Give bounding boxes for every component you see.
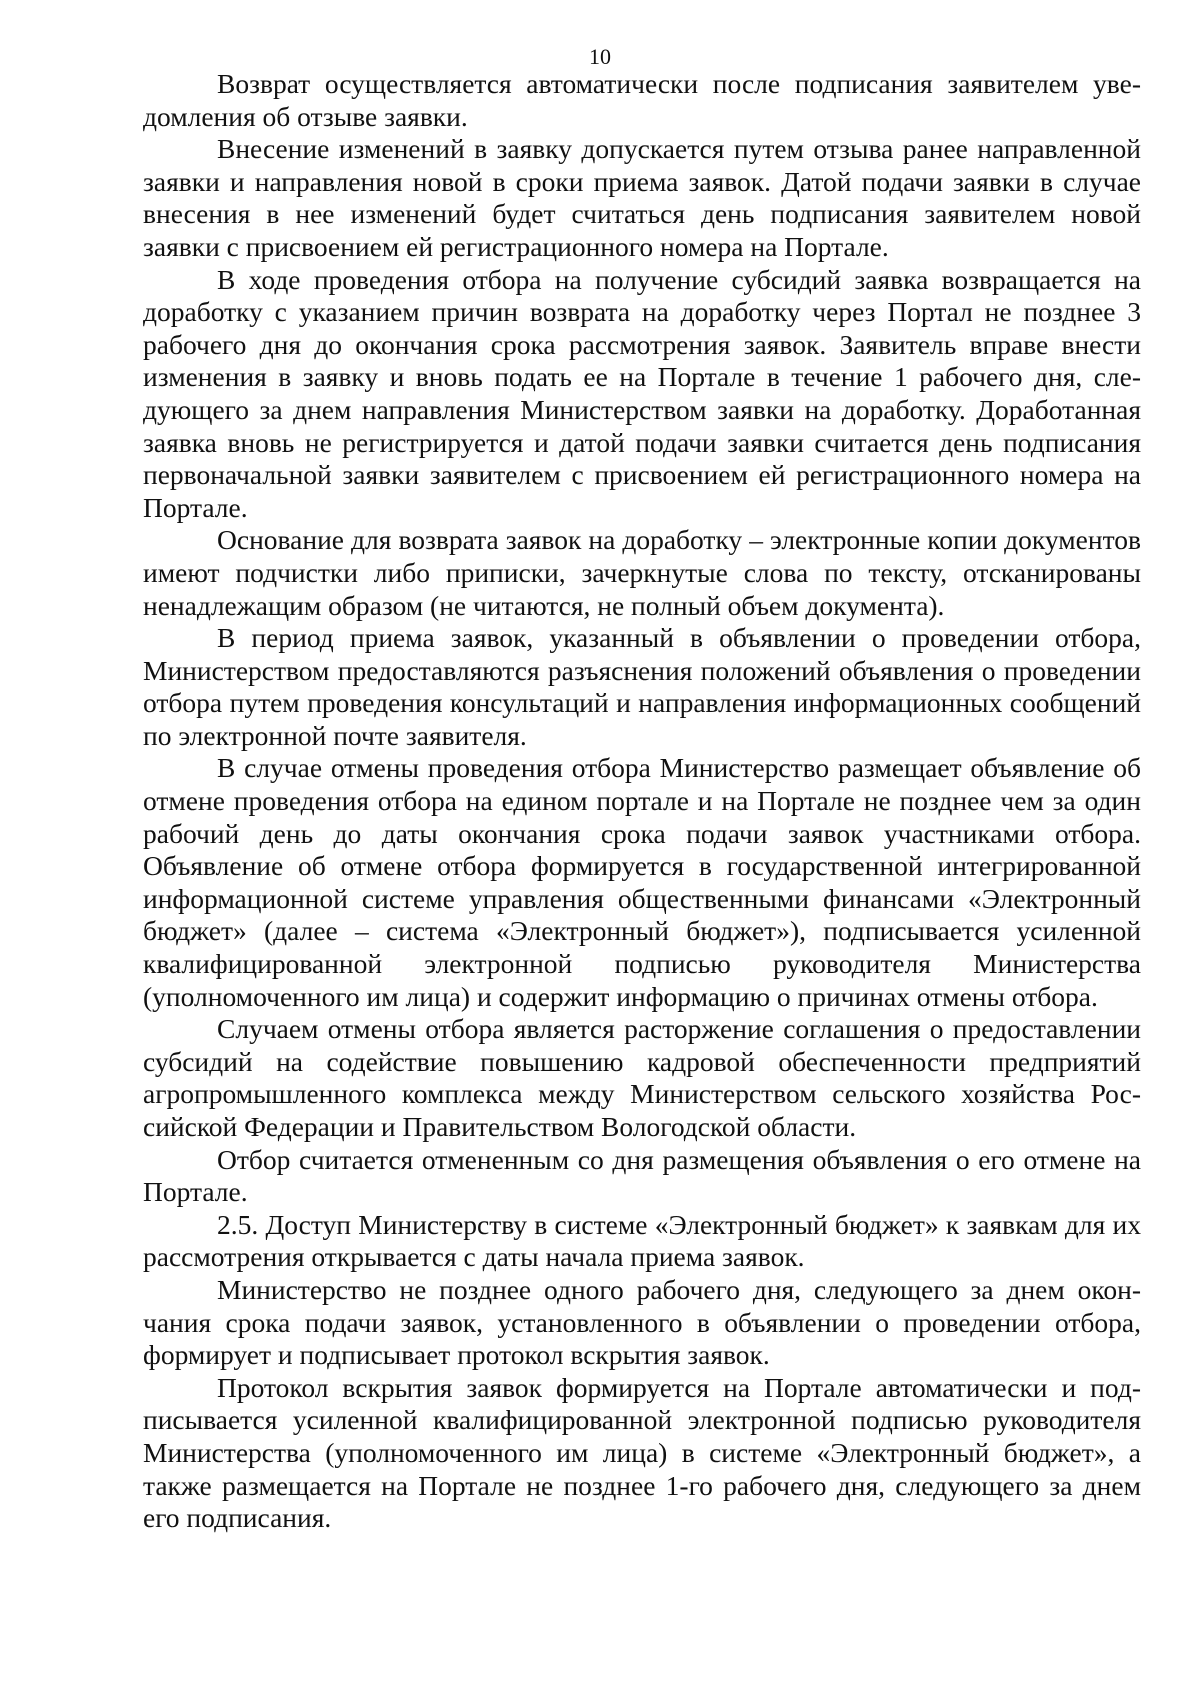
paragraph-cancellation-effective: Отбор считается отмененным со дня размещения объявления о его отмене на Портале. — [143, 1143, 1141, 1208]
page-number: 10 — [589, 44, 611, 69]
paragraph-refund: Возврат осуществляется автоматически после подписания заявителем уведомления об отзыве заявки. — [143, 68, 1141, 132]
document-body — [143, 68, 1141, 1535]
paragraph-cancellation-notice: В случае отмены проведения отбора Министерство размещает объявление об отмене проведения отбора на едином портале и на Портале не позднее чем за один рабочий день до даты окончания срока подачи заявок участниками отбора. Объявление об отмене отбора формируется в государственной интегрированной информационной системе управления общественными финансами «Электронный бюджет» (далее – система «Электронный бюджет»), подписывается усиленной квалифицированной электронной подписью руководителя Министерства (уполномоченного им лица) и содержит информацию о причинах отмены отбора. — [143, 752, 1141, 1012]
paragraph-cancellation-case: Случаем отмены отбора является расторжение соглашения о предоставлении субсидий на содействие повышению кадровой обеспеченности предприятий агропромышленного комплекса между Министерством сельского хозяйства Российской Федерации и Правительством Вологодской области. — [143, 1013, 1141, 1142]
paragraph-clarifications: В период приема заявок, указанный в объявлении о проведении отбора, Министерством предоставляются разъяснения положений объявления о проведении отбора путем проведения консультаций и направления информационных сообщений по электронной почте заявителя. — [143, 622, 1141, 751]
paragraph-opening-protocol: Министерство не позднее одного рабочего дня, следующего за днем окончания срока подачи заявок, установленного в объявлении о проведении отбора, формирует и подписывает протокол вскрытия заявок. — [143, 1273, 1141, 1371]
paragraph-changes: Внесение изменений в заявку допускается путем отзыва ранее направленной заявки и направления новой в сроки приема заявок. Датой подачи заявки в случае внесения в нее изменений будет считаться день подписания заявителем новой заявки с присвоением ей регистрационного номера на Портале. — [143, 133, 1141, 262]
paragraph-revision-grounds: Основание для возврата заявок на доработку – электронные копии документов имеют подчистки либо приписки, зачеркнутые слова по тексту, отсканированы ненадлежащим образом (не читаются, не полный объем документа). — [143, 524, 1141, 621]
paragraph-return-for-revision: В ходе проведения отбора на получение субсидий заявка возвращается на доработку с указанием причин возврата на доработку через Портал не позднее 3 рабочего дня до окончания срока рассмотрения заявок. Заявитель вправе внести изменения в заявку и вновь подать ее на Портале в течение 1 рабочего дня, следующего за днем направления Министерством заявки на доработку. Доработанная заявка вновь не регистрируется и датой подачи заявки считается день подписания первоначальной заявки заявителем с присвоением ей регистрационного номера на Портале. — [143, 263, 1141, 523]
paragraph-protocol-signing: Протокол вскрытия заявок формируется на Портале автоматически и подписывается усиленной квалифицированной электронной подписью руководителя Министерства (уполномоченного им лица) в системе «Электронный бюджет», а также размещается на Портале не позднее 1-го рабочего дня, следующего за днем его подписания. — [143, 1371, 1141, 1534]
paragraph-section-2-5: 2.5. Доступ Министерству в системе «Электронный бюджет» к заявкам для их рассмотрения открывается с даты начала приема заявок. — [143, 1208, 1141, 1273]
